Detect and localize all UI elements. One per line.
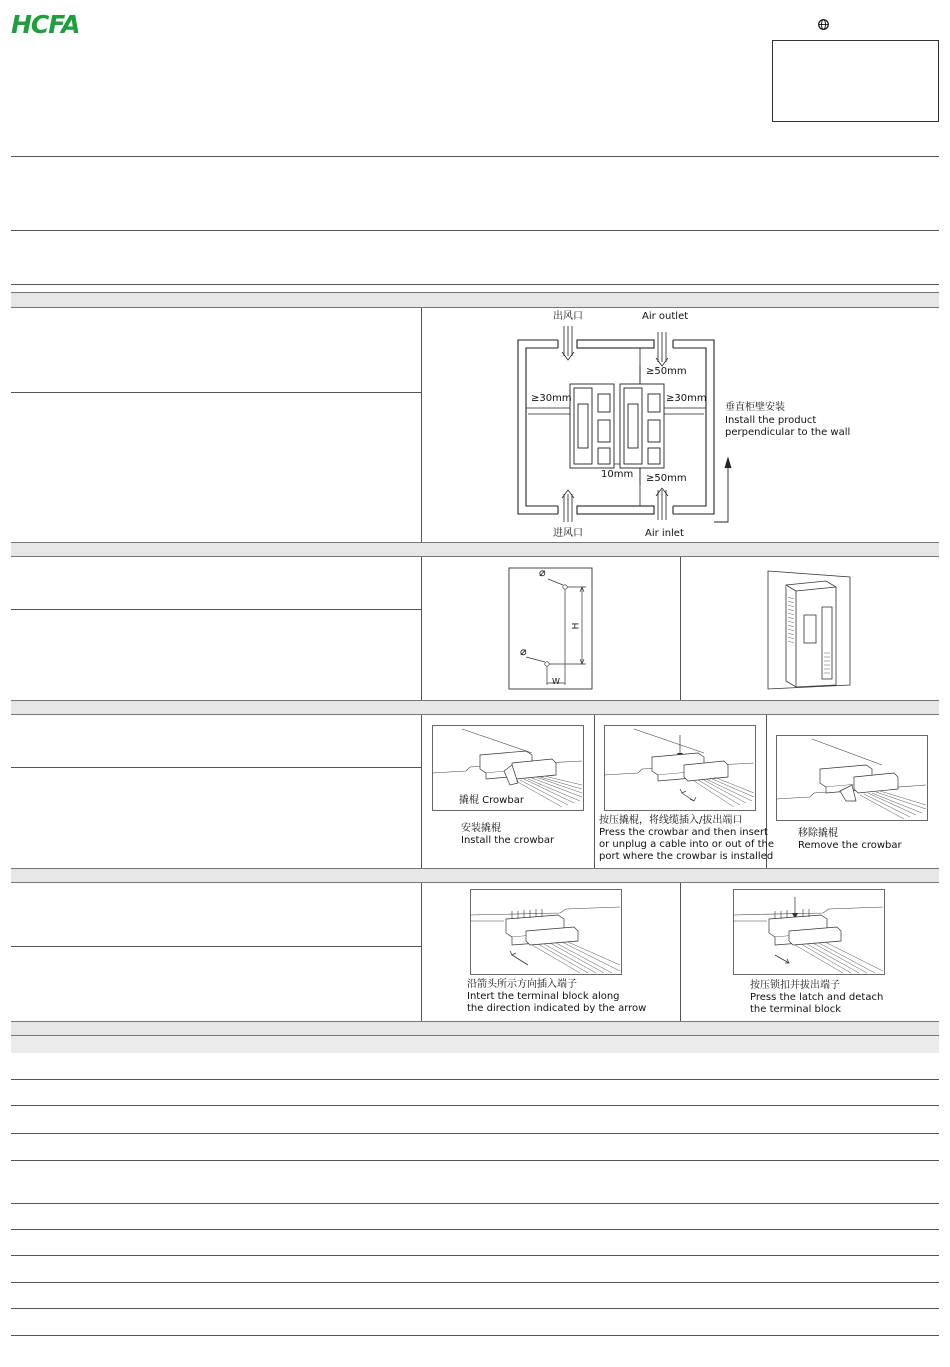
gap-right-label: ≥30mm [666,393,707,404]
divider [11,156,939,157]
column-divider [680,557,681,700]
header-empty-box [772,40,939,122]
section-header-band [11,1021,939,1036]
dimension-h-label: H [571,622,582,630]
globe-icon[interactable] [818,15,829,26]
section-header-band [11,700,939,715]
insert-en-1: Intert the terminal block along [467,991,620,1002]
section-header-band [11,542,939,557]
mounted-drive-illustration [764,567,854,691]
detach-en-1: Press the latch and detach [750,992,884,1003]
hole-symbol-top: ⌀ [539,566,546,579]
air-outlet-en: Air outlet [642,311,689,322]
insert-en-2: the direction indicated by the arrow [467,1003,647,1014]
logo [11,11,101,37]
table-row [11,1203,939,1204]
table-header-row [11,1036,939,1053]
vertical-install-en-1: Install the product [725,415,817,426]
table-row [11,1255,939,1256]
vertical-install-cn: 垂直柜壁安装 [725,402,785,413]
column-divider [421,557,422,700]
crowbar-press-illustration [604,725,756,811]
column-divider [421,883,422,1021]
section-header-band [11,868,939,883]
table-row [11,1160,939,1161]
vertical-install-en-2: perpendicular to the wall [725,427,851,438]
table-row [11,1229,939,1230]
column-divider [680,883,681,1021]
svg-text:HCFA: HCFA [11,11,80,37]
insert-cn: 沿箭头所示方向插入端子 [467,979,577,990]
step2-en-1: Press the crowbar and then insert [599,827,768,838]
air-outlet-cn: 出风口 [553,311,583,322]
gap-left-label: ≥30mm [531,393,572,404]
divider [11,284,939,285]
table-row [11,1105,939,1106]
step1-cn: 安装撬棍 [461,823,501,834]
column-divider [594,715,595,868]
row-divider [11,946,421,947]
divider [11,230,939,231]
gap-top-label: ≥50mm [646,366,687,377]
gap-bottom-label: ≥50mm [646,473,687,484]
crowbar-label: 撬棍 Crowbar [459,795,524,806]
step2-en-2: or unplug a cable into or out of the [599,839,774,850]
crowbar-remove-illustration [776,735,928,821]
row-divider [11,392,421,393]
air-inlet-en: Air inlet [645,528,684,539]
dimension-w-label: W [552,677,560,686]
gap-between-label: 10mm [601,469,634,480]
step3-cn: 移除撬棍 [798,828,838,839]
detach-cn: 按压锁扣并拔出端子 [750,980,840,991]
table-row [11,1335,939,1336]
step2-en-3: port where the crowbar is installed [599,851,774,862]
detach-en-2: the terminal block [750,1004,842,1015]
terminal-insert-illustration [470,889,622,975]
section-header-band [11,292,939,308]
table-row [11,1282,939,1283]
air-inlet-cn: 进风口 [553,528,583,539]
table-row [11,1133,939,1134]
step2-cn: 按压撬棍，将线缆插入/拔出端口 [599,815,743,826]
row-divider [11,767,421,768]
terminal-detach-illustration [733,889,885,975]
column-divider [421,715,422,868]
step1-en: Install the crowbar [461,835,555,846]
table-row [11,1308,939,1309]
step3-en: Remove the crowbar [798,840,902,851]
row-divider [11,609,421,610]
hole-symbol-bottom: ⌀ [520,645,527,658]
airflow-diagram [422,308,939,542]
table-row [11,1079,939,1080]
